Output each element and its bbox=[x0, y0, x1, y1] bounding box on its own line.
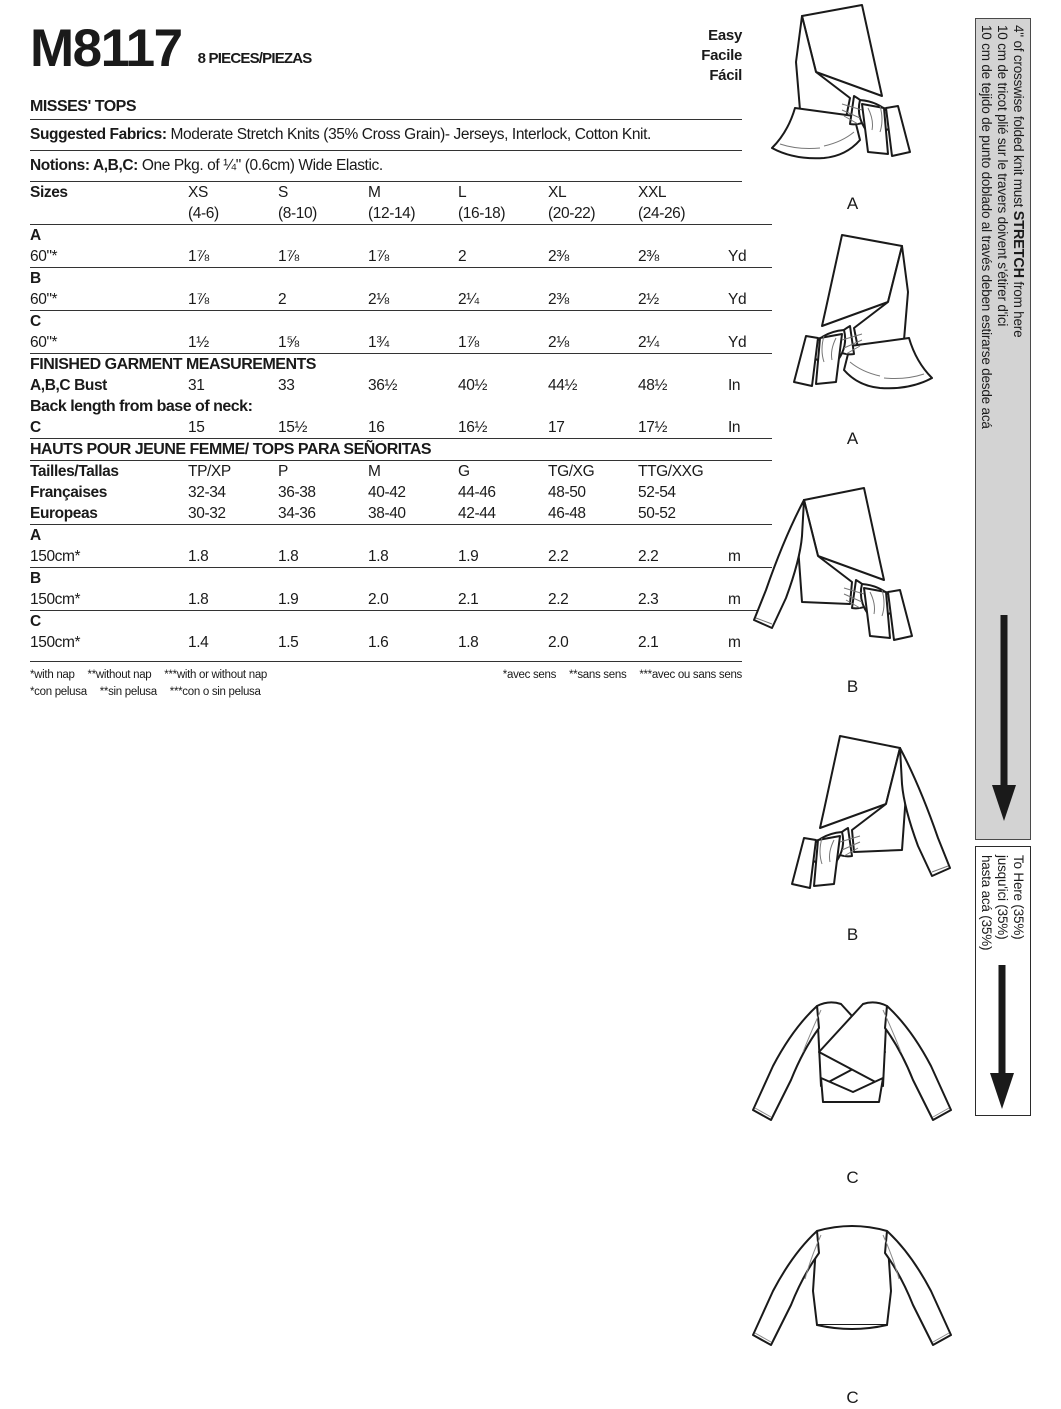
spacer-cell bbox=[638, 525, 728, 547]
pieces-count: 8 PIECES/PIEZAS bbox=[197, 50, 312, 67]
spacer-cell bbox=[548, 225, 638, 247]
yardage-value: 2¼ bbox=[458, 291, 479, 308]
metres-value: 1.9 bbox=[278, 591, 299, 608]
table-row bbox=[30, 246, 772, 268]
size-letter: XL bbox=[548, 184, 567, 201]
footnote-spanish bbox=[30, 684, 271, 701]
pattern-number: M8117 bbox=[30, 19, 182, 78]
unit-cell: Yd bbox=[728, 291, 747, 308]
francaises-value: 44-46 bbox=[458, 484, 496, 501]
stretch-line-spanish: 10 cm de tejido de punto doblado al través deben estirarse desde acá bbox=[979, 25, 994, 429]
yardage-value: 2½ bbox=[638, 291, 659, 308]
spacer-cell bbox=[458, 225, 548, 247]
francaises-label: Françaises bbox=[30, 484, 107, 501]
unit-cell: Yd bbox=[728, 248, 747, 265]
metres-value: 1.5 bbox=[278, 634, 299, 651]
yardage-value: 1⅞ bbox=[188, 248, 209, 265]
top-one-shoulder-sleeve-bow-back-icon bbox=[750, 726, 955, 931]
fabric-width: 150cm* bbox=[30, 634, 81, 651]
stretch-line-english-tail: from here bbox=[1011, 277, 1026, 338]
to-here-down-arrow-icon bbox=[988, 965, 1016, 1111]
footnote-item: *con pelusa bbox=[30, 686, 87, 698]
table-row-metric-heading bbox=[30, 439, 772, 461]
table-row-back-length-heading bbox=[30, 396, 772, 417]
suggested-fabrics bbox=[30, 120, 742, 150]
francaises-value: 48-50 bbox=[548, 484, 586, 501]
bust-value: 40½ bbox=[458, 377, 487, 394]
yardage-value: 1½ bbox=[188, 334, 209, 351]
europeas-value: 30-32 bbox=[188, 505, 226, 522]
europeas-value: 50-52 bbox=[638, 505, 676, 522]
spacer-cell bbox=[458, 311, 548, 333]
table-row bbox=[30, 632, 772, 653]
table-row bbox=[30, 417, 772, 439]
yardage-value: 2⅜ bbox=[548, 248, 569, 265]
back-length-value: 16 bbox=[368, 419, 385, 436]
illustration-view-c-back bbox=[745, 1219, 960, 1409]
metres-value: 1.8 bbox=[188, 548, 209, 565]
illustration-label: B bbox=[846, 925, 859, 944]
table-row bbox=[30, 589, 772, 611]
spacer-cell bbox=[458, 525, 548, 547]
view-label: C bbox=[30, 611, 188, 633]
europeas-value: 38-40 bbox=[368, 505, 406, 522]
size-letter: S bbox=[278, 184, 288, 201]
unit-cell: m bbox=[728, 591, 741, 608]
metres-value: 2.0 bbox=[368, 591, 389, 608]
francaises-value: 32-34 bbox=[188, 484, 226, 501]
bust-value: 33 bbox=[278, 377, 295, 394]
spacer-cell bbox=[278, 311, 368, 333]
size-range: (4-6) bbox=[188, 205, 219, 222]
page-title: MISSES' TOPS bbox=[30, 98, 136, 115]
spacer-cell bbox=[30, 203, 188, 225]
stretch-line-french: 10 cm de tricot plié sur le travers doivent s'étirer d'ici bbox=[995, 25, 1010, 327]
size-letter: XXL bbox=[638, 184, 667, 201]
yardage-value: 2¼ bbox=[638, 334, 659, 351]
difficulty-es: Fácil bbox=[709, 67, 742, 84]
spacer-cell bbox=[188, 225, 278, 247]
back-length-value: 17 bbox=[548, 419, 565, 436]
back-length-value: 17½ bbox=[638, 419, 667, 436]
footnote-item: *with nap bbox=[30, 669, 75, 681]
stretch-gauge-top-panel bbox=[975, 18, 1031, 840]
illustration-view-a-back bbox=[745, 230, 960, 478]
metres-value: 1.8 bbox=[188, 591, 209, 608]
yardage-value: 1¾ bbox=[368, 334, 389, 351]
size-range: (20-22) bbox=[548, 205, 596, 222]
yardage-value: 1⅞ bbox=[368, 248, 389, 265]
stretch-line-english-head: 4" of crosswise folded knit must bbox=[1011, 25, 1026, 211]
spacer-cell bbox=[548, 611, 638, 633]
fabric-width: 60"* bbox=[30, 334, 58, 351]
stretch-gauge-bottom-panel bbox=[975, 846, 1031, 1116]
unit-cell: m bbox=[728, 634, 741, 651]
difficulty-badge bbox=[640, 26, 742, 86]
illustration-view-b-back bbox=[745, 726, 960, 994]
unit-cell: In bbox=[728, 377, 741, 394]
metres-value: 2.2 bbox=[548, 591, 569, 608]
view-label: A bbox=[30, 525, 188, 547]
illustration-label: A bbox=[846, 194, 859, 213]
footnote-line-1 bbox=[30, 667, 742, 684]
spacer-cell bbox=[368, 225, 458, 247]
fabric-width: 150cm* bbox=[30, 548, 81, 565]
spacer-cell bbox=[278, 225, 368, 247]
spacer-cell bbox=[548, 311, 638, 333]
illustration-label: C bbox=[846, 1168, 859, 1187]
table-row-metric-sizes bbox=[30, 461, 772, 483]
spacer-cell bbox=[188, 525, 278, 547]
to-here-french: jusqu'ici (35%) bbox=[995, 855, 1010, 940]
fabric-width: 60"* bbox=[30, 291, 58, 308]
unit-cell: m bbox=[728, 548, 741, 565]
table-row bbox=[30, 332, 772, 354]
table-row bbox=[30, 289, 772, 311]
spacer-cell bbox=[638, 225, 728, 247]
spacer-cell bbox=[188, 311, 278, 333]
spacer-cell bbox=[278, 611, 368, 633]
footnote-line-2 bbox=[30, 684, 742, 701]
notions bbox=[30, 151, 742, 181]
bust-value: 48½ bbox=[638, 377, 667, 394]
metres-value: 2.2 bbox=[548, 548, 569, 565]
yardage-value: 2⅜ bbox=[638, 248, 659, 265]
back-length-value: 15½ bbox=[278, 419, 307, 436]
size-range: (16-18) bbox=[458, 205, 506, 222]
back-length-value: 15 bbox=[188, 419, 205, 436]
europeas-value: 34-36 bbox=[278, 505, 316, 522]
table-row-view-label bbox=[30, 225, 772, 247]
notions-text: One Pkg. of ¼" (0.6cm) Wide Elastic. bbox=[137, 157, 383, 174]
spacer-cell bbox=[188, 568, 278, 590]
stretch-gauge bbox=[975, 18, 1031, 1116]
stretch-line-english bbox=[1010, 25, 1026, 337]
view-label: B bbox=[30, 568, 188, 590]
yardage-value: 1⅞ bbox=[188, 291, 209, 308]
fabric-width: 150cm* bbox=[30, 591, 81, 608]
footnotes bbox=[30, 661, 742, 701]
illustration-label: C bbox=[846, 1388, 859, 1407]
top-crossover-long-sleeve-front-icon bbox=[745, 994, 960, 1174]
spacer-cell bbox=[188, 611, 278, 633]
size-letter: XS bbox=[188, 184, 208, 201]
footnote-french bbox=[493, 667, 742, 684]
metric-size-letter: P bbox=[278, 461, 368, 483]
metres-value: 1.4 bbox=[188, 634, 209, 651]
spacer-cell bbox=[368, 268, 458, 290]
yardage-value: 2⅛ bbox=[548, 334, 569, 351]
bust-value: 31 bbox=[188, 377, 205, 394]
size-range: (24-26) bbox=[638, 205, 686, 222]
unit-cell: In bbox=[728, 419, 741, 436]
difficulty-fr: Facile bbox=[701, 47, 742, 64]
metres-value: 1.8 bbox=[458, 634, 479, 651]
metres-value: 1.8 bbox=[278, 548, 299, 565]
metric-size-letter: G bbox=[458, 461, 548, 483]
difficulty-en: Easy bbox=[708, 27, 742, 44]
spacer-cell bbox=[458, 611, 548, 633]
footnote-item: ***con o sin pelusa bbox=[169, 686, 261, 698]
suggested-fabrics-label: Suggested Fabrics: bbox=[30, 126, 167, 143]
size-letter: L bbox=[458, 184, 467, 201]
europeas-value: 42-44 bbox=[458, 505, 496, 522]
europeas-label: Europeas bbox=[30, 505, 98, 522]
footnote-item: ***with or without nap bbox=[164, 669, 268, 681]
size-range: (8-10) bbox=[278, 205, 317, 222]
header-row bbox=[30, 14, 742, 76]
francaises-value: 52-54 bbox=[638, 484, 676, 501]
spacer-cell bbox=[368, 525, 458, 547]
footnote-item: **sans sens bbox=[568, 669, 627, 681]
size-letter: M bbox=[368, 184, 381, 201]
metric-size-letter: TG/XG bbox=[548, 461, 638, 483]
imperial-yardage-table bbox=[30, 182, 772, 653]
metres-value: 2.3 bbox=[638, 591, 659, 608]
table-row-francaises bbox=[30, 482, 772, 503]
yardage-value: 1⅞ bbox=[278, 248, 299, 265]
view-label: C bbox=[30, 311, 188, 333]
top-one-shoulder-sleeve-bow-front-icon bbox=[750, 478, 955, 683]
yardage-value: 2 bbox=[278, 291, 287, 308]
table-row-sizes-numbers bbox=[30, 203, 772, 225]
sizes-label: Sizes bbox=[30, 184, 68, 201]
table-row-sizes-letters bbox=[30, 182, 772, 203]
table-row-view-label bbox=[30, 268, 772, 290]
metric-size-letter: M bbox=[368, 461, 458, 483]
view-label: A bbox=[30, 225, 188, 247]
to-here-spanish: hasta acá (35%) bbox=[979, 855, 994, 951]
europeas-value: 46-48 bbox=[548, 505, 586, 522]
yardage-value: 1⅝ bbox=[278, 334, 299, 351]
bust-label: A,B,C Bust bbox=[30, 377, 107, 394]
bust-value: 44½ bbox=[548, 377, 577, 394]
metric-section-heading: HAUTS POUR JEUNE FEMME/ TOPS PARA SEÑORITAS bbox=[30, 439, 772, 461]
francaises-value: 40-42 bbox=[368, 484, 406, 501]
metres-value: 2.2 bbox=[638, 548, 659, 565]
francaises-value: 36-38 bbox=[278, 484, 316, 501]
footnote-item: ***avec ou sans sens bbox=[639, 669, 742, 681]
illustration-view-c-front bbox=[745, 994, 960, 1219]
table-row-view-label bbox=[30, 525, 772, 547]
fabric-width: 60"* bbox=[30, 248, 58, 265]
illustration-label: A bbox=[846, 429, 859, 448]
size-range: (12-14) bbox=[368, 205, 416, 222]
spacer-cell bbox=[548, 268, 638, 290]
table-row-view-label bbox=[30, 311, 772, 333]
metres-value: 2.1 bbox=[458, 591, 479, 608]
top-one-shoulder-peplum-bow-front-icon bbox=[750, 0, 955, 200]
spacer-cell bbox=[188, 268, 278, 290]
metric-size-letter: TTG/XXG bbox=[638, 461, 728, 483]
metric-sizes-label: Tailles/Tallas bbox=[30, 461, 188, 483]
illustration-view-a-front bbox=[745, 0, 960, 230]
metres-value: 2.1 bbox=[638, 634, 659, 651]
notions-label: Notions: A,B,C: bbox=[30, 157, 138, 174]
yardage-value: 1⅞ bbox=[458, 334, 479, 351]
table-row-view-label bbox=[30, 568, 772, 590]
unit-cell: Yd bbox=[728, 334, 747, 351]
back-length-label: C bbox=[30, 419, 41, 436]
finished-measurements-heading: FINISHED GARMENT MEASUREMENTS bbox=[30, 354, 772, 376]
suggested-fabrics-text: Moderate Stretch Knits (35% Cross Grain)- Jerseys, Interlock, Cotton Knit. bbox=[166, 126, 651, 143]
top-one-shoulder-peplum-bow-back-icon bbox=[750, 230, 955, 435]
stretch-down-arrow-icon bbox=[990, 615, 1018, 825]
spacer-cell bbox=[368, 311, 458, 333]
illustration-view-b-front bbox=[745, 478, 960, 726]
metres-value: 1.6 bbox=[368, 634, 389, 651]
illustration-label: B bbox=[846, 677, 859, 696]
spacer-cell bbox=[458, 268, 548, 290]
spacer-cell bbox=[638, 268, 728, 290]
spacer-cell bbox=[638, 311, 728, 333]
spacer-cell bbox=[638, 568, 728, 590]
spacer-cell bbox=[368, 611, 458, 633]
to-here-english: To Here (35%) bbox=[1011, 855, 1026, 940]
table-row bbox=[30, 546, 772, 568]
spacer-cell bbox=[278, 268, 368, 290]
footnote-item: **without nap bbox=[87, 669, 152, 681]
metres-value: 1.8 bbox=[368, 548, 389, 565]
spacer-cell bbox=[638, 611, 728, 633]
table-row-finished-heading bbox=[30, 354, 772, 376]
bust-value: 36½ bbox=[368, 377, 397, 394]
table-row-view-label bbox=[30, 611, 772, 633]
metres-value: 1.9 bbox=[458, 548, 479, 565]
spacer-cell bbox=[368, 568, 458, 590]
spacer-cell bbox=[548, 568, 638, 590]
table-row-europeas bbox=[30, 503, 772, 525]
top-long-sleeve-back-icon bbox=[745, 1219, 960, 1394]
pattern-info-column bbox=[30, 14, 747, 701]
spacer-cell bbox=[548, 525, 638, 547]
footnote-item: *avec sens bbox=[502, 669, 557, 681]
spacer-cell bbox=[278, 525, 368, 547]
metres-value: 2.0 bbox=[548, 634, 569, 651]
footnote-item: **sin pelusa bbox=[99, 686, 157, 698]
view-label: B bbox=[30, 268, 188, 290]
garment-illustrations bbox=[745, 0, 960, 1409]
footnote-english bbox=[30, 667, 277, 684]
back-length-heading: Back length from base of neck: bbox=[30, 398, 253, 415]
table-row bbox=[30, 375, 772, 396]
yardage-value: 2 bbox=[458, 248, 467, 265]
yardage-value: 2⅛ bbox=[368, 291, 389, 308]
spacer-cell bbox=[278, 568, 368, 590]
stretch-keyword: STRETCH bbox=[1010, 210, 1026, 278]
back-length-value: 16½ bbox=[458, 419, 487, 436]
metric-size-letter: TP/XP bbox=[188, 461, 278, 483]
yardage-value: 2⅜ bbox=[548, 291, 569, 308]
spacer-cell bbox=[458, 568, 548, 590]
